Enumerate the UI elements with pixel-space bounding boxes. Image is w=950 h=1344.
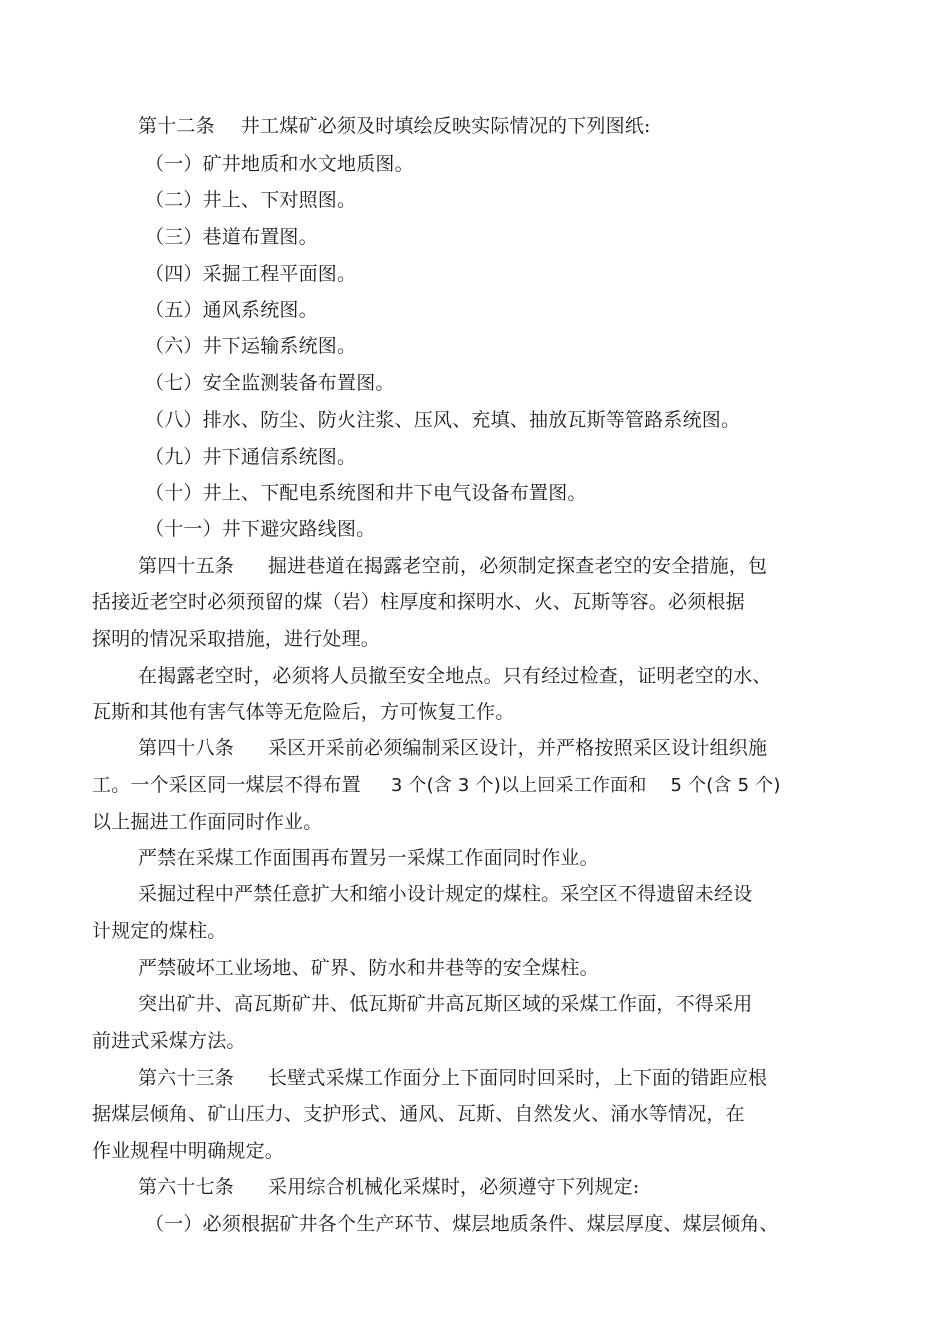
article-title: 第四十八条: [138, 737, 235, 759]
article-title: 第六十七条: [138, 1176, 235, 1198]
list-item: （六）井下运输系统图。: [145, 335, 357, 357]
list-item: （十一）井下避灾路线图。: [145, 518, 376, 540]
article-63-heading: [138, 1066, 767, 1090]
list-item: （五）通风系统图。: [145, 299, 318, 321]
article-text: 掘进巷道在揭露老空前，必须制定探查老空的安全措施，包: [268, 555, 768, 577]
list-item: （七）安全监测装备布置图。: [145, 372, 395, 394]
paragraph-line: 据煤层倾角、矿山压力、支护形式、通风、瓦斯、自然发火、涌水等情况，在: [92, 1103, 745, 1125]
paragraph-line: 严禁破坏工业场地、矿界、防水和井巷等的安全煤柱。: [138, 957, 599, 979]
paragraph-line: 瓦斯和其他有害气体等无危险后，方可恢复工作。: [92, 701, 515, 723]
list-item: （九）井下通信系统图。: [145, 446, 357, 468]
paragraph-line: 采掘过程中严禁任意扩大和缩小设计规定的煤柱。采空区不得遗留未经设: [138, 883, 753, 905]
article-48-heading: [138, 736, 767, 760]
article-45-heading: [138, 554, 767, 578]
paragraph-line: 严禁在采煤工作面围再布置另一采煤工作面同时作业。: [138, 847, 599, 869]
list-item: （三）巷道布置图。: [145, 226, 318, 248]
paragraph-line: 探明的情况采取措施，进行处理。: [92, 628, 381, 650]
article-title: 第六十三条: [138, 1067, 235, 1089]
list-item: （四）采掘工程平面图。: [145, 263, 357, 285]
list-item: （一）矿井地质和水文地质图。: [145, 153, 414, 175]
article-text: 采区开采前必须编制采区设计，并严格按照采区设计组织施: [268, 737, 768, 759]
paragraph-line: 在揭露老空时，必须将人员撤至安全地点。只有经过检查，证明老空的水、: [138, 665, 772, 687]
paragraph-line: 作业规程中明确规定。: [92, 1140, 285, 1162]
paragraph-line: 以上掘进工作面同时作业。: [92, 811, 323, 833]
list-item: （二）井上、下对照图。: [145, 189, 357, 211]
article-text: 长壁式采煤工作面分上下面同时回采时，上下面的错距应根: [268, 1067, 768, 1089]
article-text: 采用综合机械化采煤时，必须遵守下列规定:: [268, 1176, 640, 1198]
article-12-heading: [138, 114, 651, 138]
article-text: 井工煤矿必须及时填绘反映实际情况的下列图纸:: [240, 115, 651, 137]
list-item: （一）必须根据矿井各个生产环节、煤层地质条件、煤层厚度、煤层倾角、: [145, 1213, 779, 1235]
article-title: 第十二条: [138, 115, 215, 137]
paragraph-line: 突出矿井、高瓦斯矿井、低瓦斯矿井高瓦斯区域的采煤工作面，不得采用: [138, 993, 753, 1015]
article-title: 第四十五条: [138, 555, 235, 577]
list-item: （十）井上、下配电系统图和井下电气设备布置图。: [145, 482, 587, 504]
paragraph-line: 计规定的煤柱。: [92, 920, 227, 942]
paragraph-line: 工。一个采区同一煤层不得布置 3 个(含 3 个)以上回采工作面和 5 个(含 5 个): [92, 774, 781, 796]
list-item: （八）排水、防尘、防火注浆、压风、充填、抽放瓦斯等管路系统图。: [145, 409, 741, 431]
article-67-heading: [138, 1175, 639, 1199]
paragraph-line: 前进式采煤方法。: [92, 1030, 246, 1052]
paragraph-line: 括接近老空时必须预留的煤（岩）柱厚度和探明水、火、瓦斯等容。必须根据: [92, 591, 745, 613]
